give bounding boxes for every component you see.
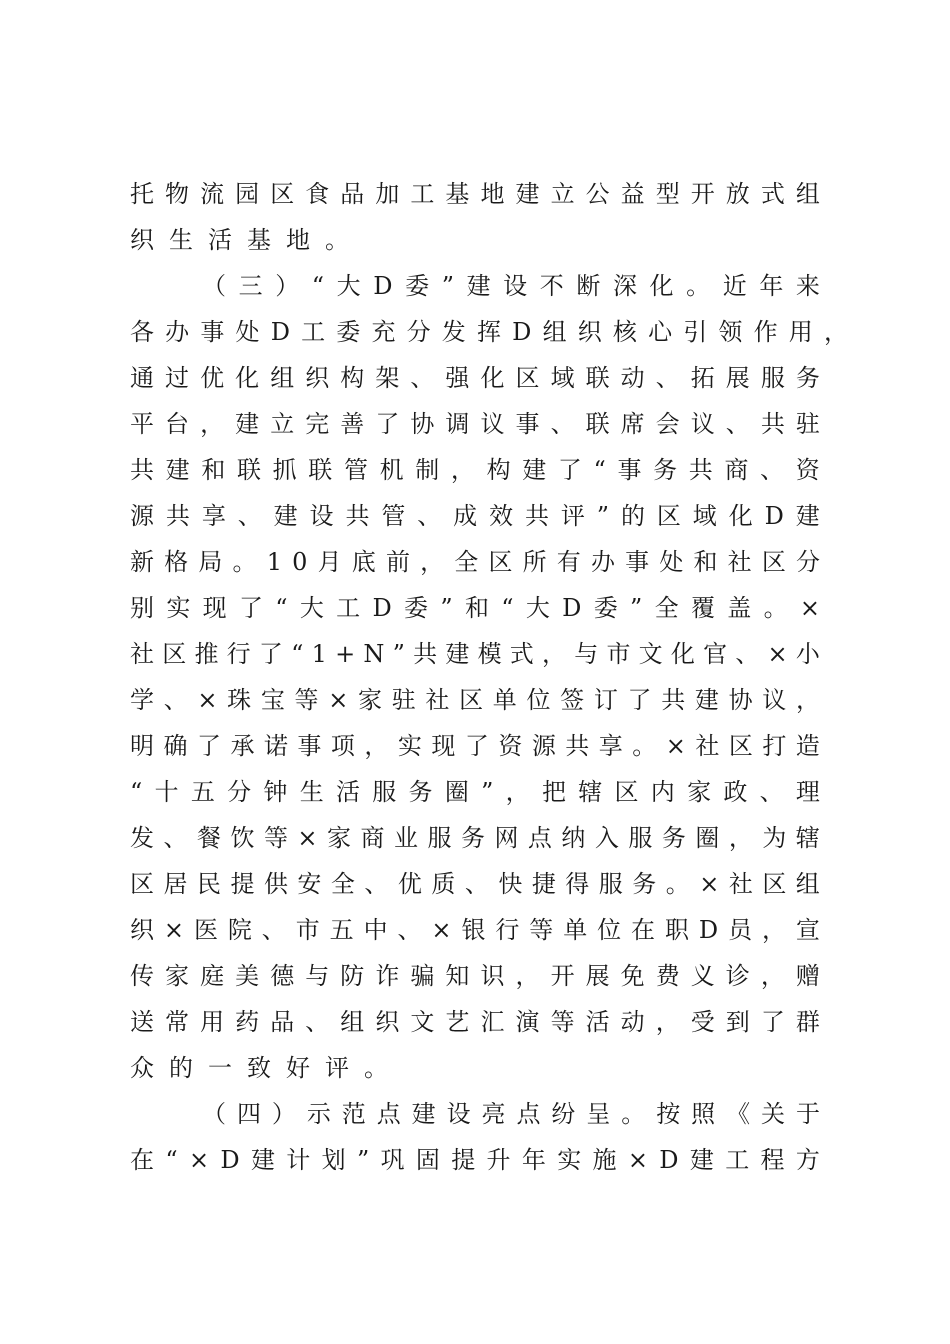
paragraph-line: 明 确 了 承 诺 事 项 ， 实 现 了 资 源 共 享 。 × 社 区 打 造 bbox=[130, 732, 820, 760]
paragraph-line: 平 台 ， 建 立 完 善 了 协 调 议 事 、 联 席 会 议 、 共 驻 bbox=[130, 410, 820, 438]
paragraph-line: 各 办 事 处 D 工 委 充 分 发 挥 D 组 织 核 心 引 领 作 用 ， bbox=[130, 318, 848, 346]
paragraph-line: 共 建 和 联 抓 联 管 机 制 ， 构 建 了 “ 事 务 共 商 、 资 bbox=[130, 456, 820, 484]
paragraph-line: 众的一致好评。 bbox=[130, 1054, 403, 1082]
paragraph-line: “ 十 五 分 钟 生 活 服 务 圈 ” ， 把 辖 区 内 家 政 、 理 bbox=[130, 778, 820, 806]
paragraph-line: 送 常 用 药 品 、 组 织 文 艺 汇 演 等 活 动 ， 受 到 了 群 bbox=[130, 1008, 820, 1036]
section-heading-line: （ 三 ） “ 大 D 委 ” 建 设 不 断 深 化 。 近 年 来 bbox=[202, 272, 820, 300]
paragraph-line: 通 过 优 化 组 织 构 架 、 强 化 区 域 联 动 、 拓 展 服 务 bbox=[130, 364, 820, 392]
paragraph-line: 社 区 推 行 了 “ 1 + N ” 共 建 模 式 ， 与 市 文 化 官 、 × 小 bbox=[130, 640, 820, 668]
paragraph-line: 学 、 × 珠 宝 等 × 家 驻 社 区 单 位 签 订 了 共 建 协 议 ， bbox=[130, 686, 820, 714]
paragraph-line: 传 家 庭 美 德 与 防 诈 骗 知 识 ， 开 展 免 费 义 诊 ， 赠 bbox=[130, 962, 820, 990]
section-heading-line: （ 四 ） 示 范 点 建 设 亮 点 纷 呈 。 按 照 《 关 于 bbox=[202, 1100, 820, 1128]
paragraph-line: 发 、 餐 饮 等 × 家 商 业 服 务 网 点 纳 入 服 务 圈 ， 为 辖 bbox=[130, 824, 820, 852]
paragraph-line: 别 实 现 了 “ 大 工 D 委 ” 和 “ 大 D 委 ” 全 覆 盖 。 × bbox=[130, 594, 820, 622]
paragraph-line: 源 共 享 、 建 设 共 管 、 成 效 共 评 ” 的 区 域 化 D 建 bbox=[130, 502, 820, 530]
paragraph-line: 托 物 流 园 区 食 品 加 工 基 地 建 立 公 益 型 开 放 式 组 bbox=[130, 180, 820, 208]
paragraph-line: 在 “ × D 建 计 划 ” 巩 固 提 升 年 实 施 × D 建 工 程 方 bbox=[130, 1146, 820, 1174]
paragraph-line: 织 × 医 院 、 市 五 中 、 × 银 行 等 单 位 在 职 D 员 ， 宣 bbox=[130, 916, 820, 944]
paragraph-line: 新 格 局 。 1 0 月 底 前 ， 全 区 所 有 办 事 处 和 社 区 分 bbox=[130, 548, 820, 576]
paragraph-line: 区 居 民 提 供 安 全 、 优 质 、 快 捷 得 服 务 。 × 社 区 组 bbox=[130, 870, 820, 898]
paragraph-line: 织生活基地。 bbox=[130, 226, 364, 254]
